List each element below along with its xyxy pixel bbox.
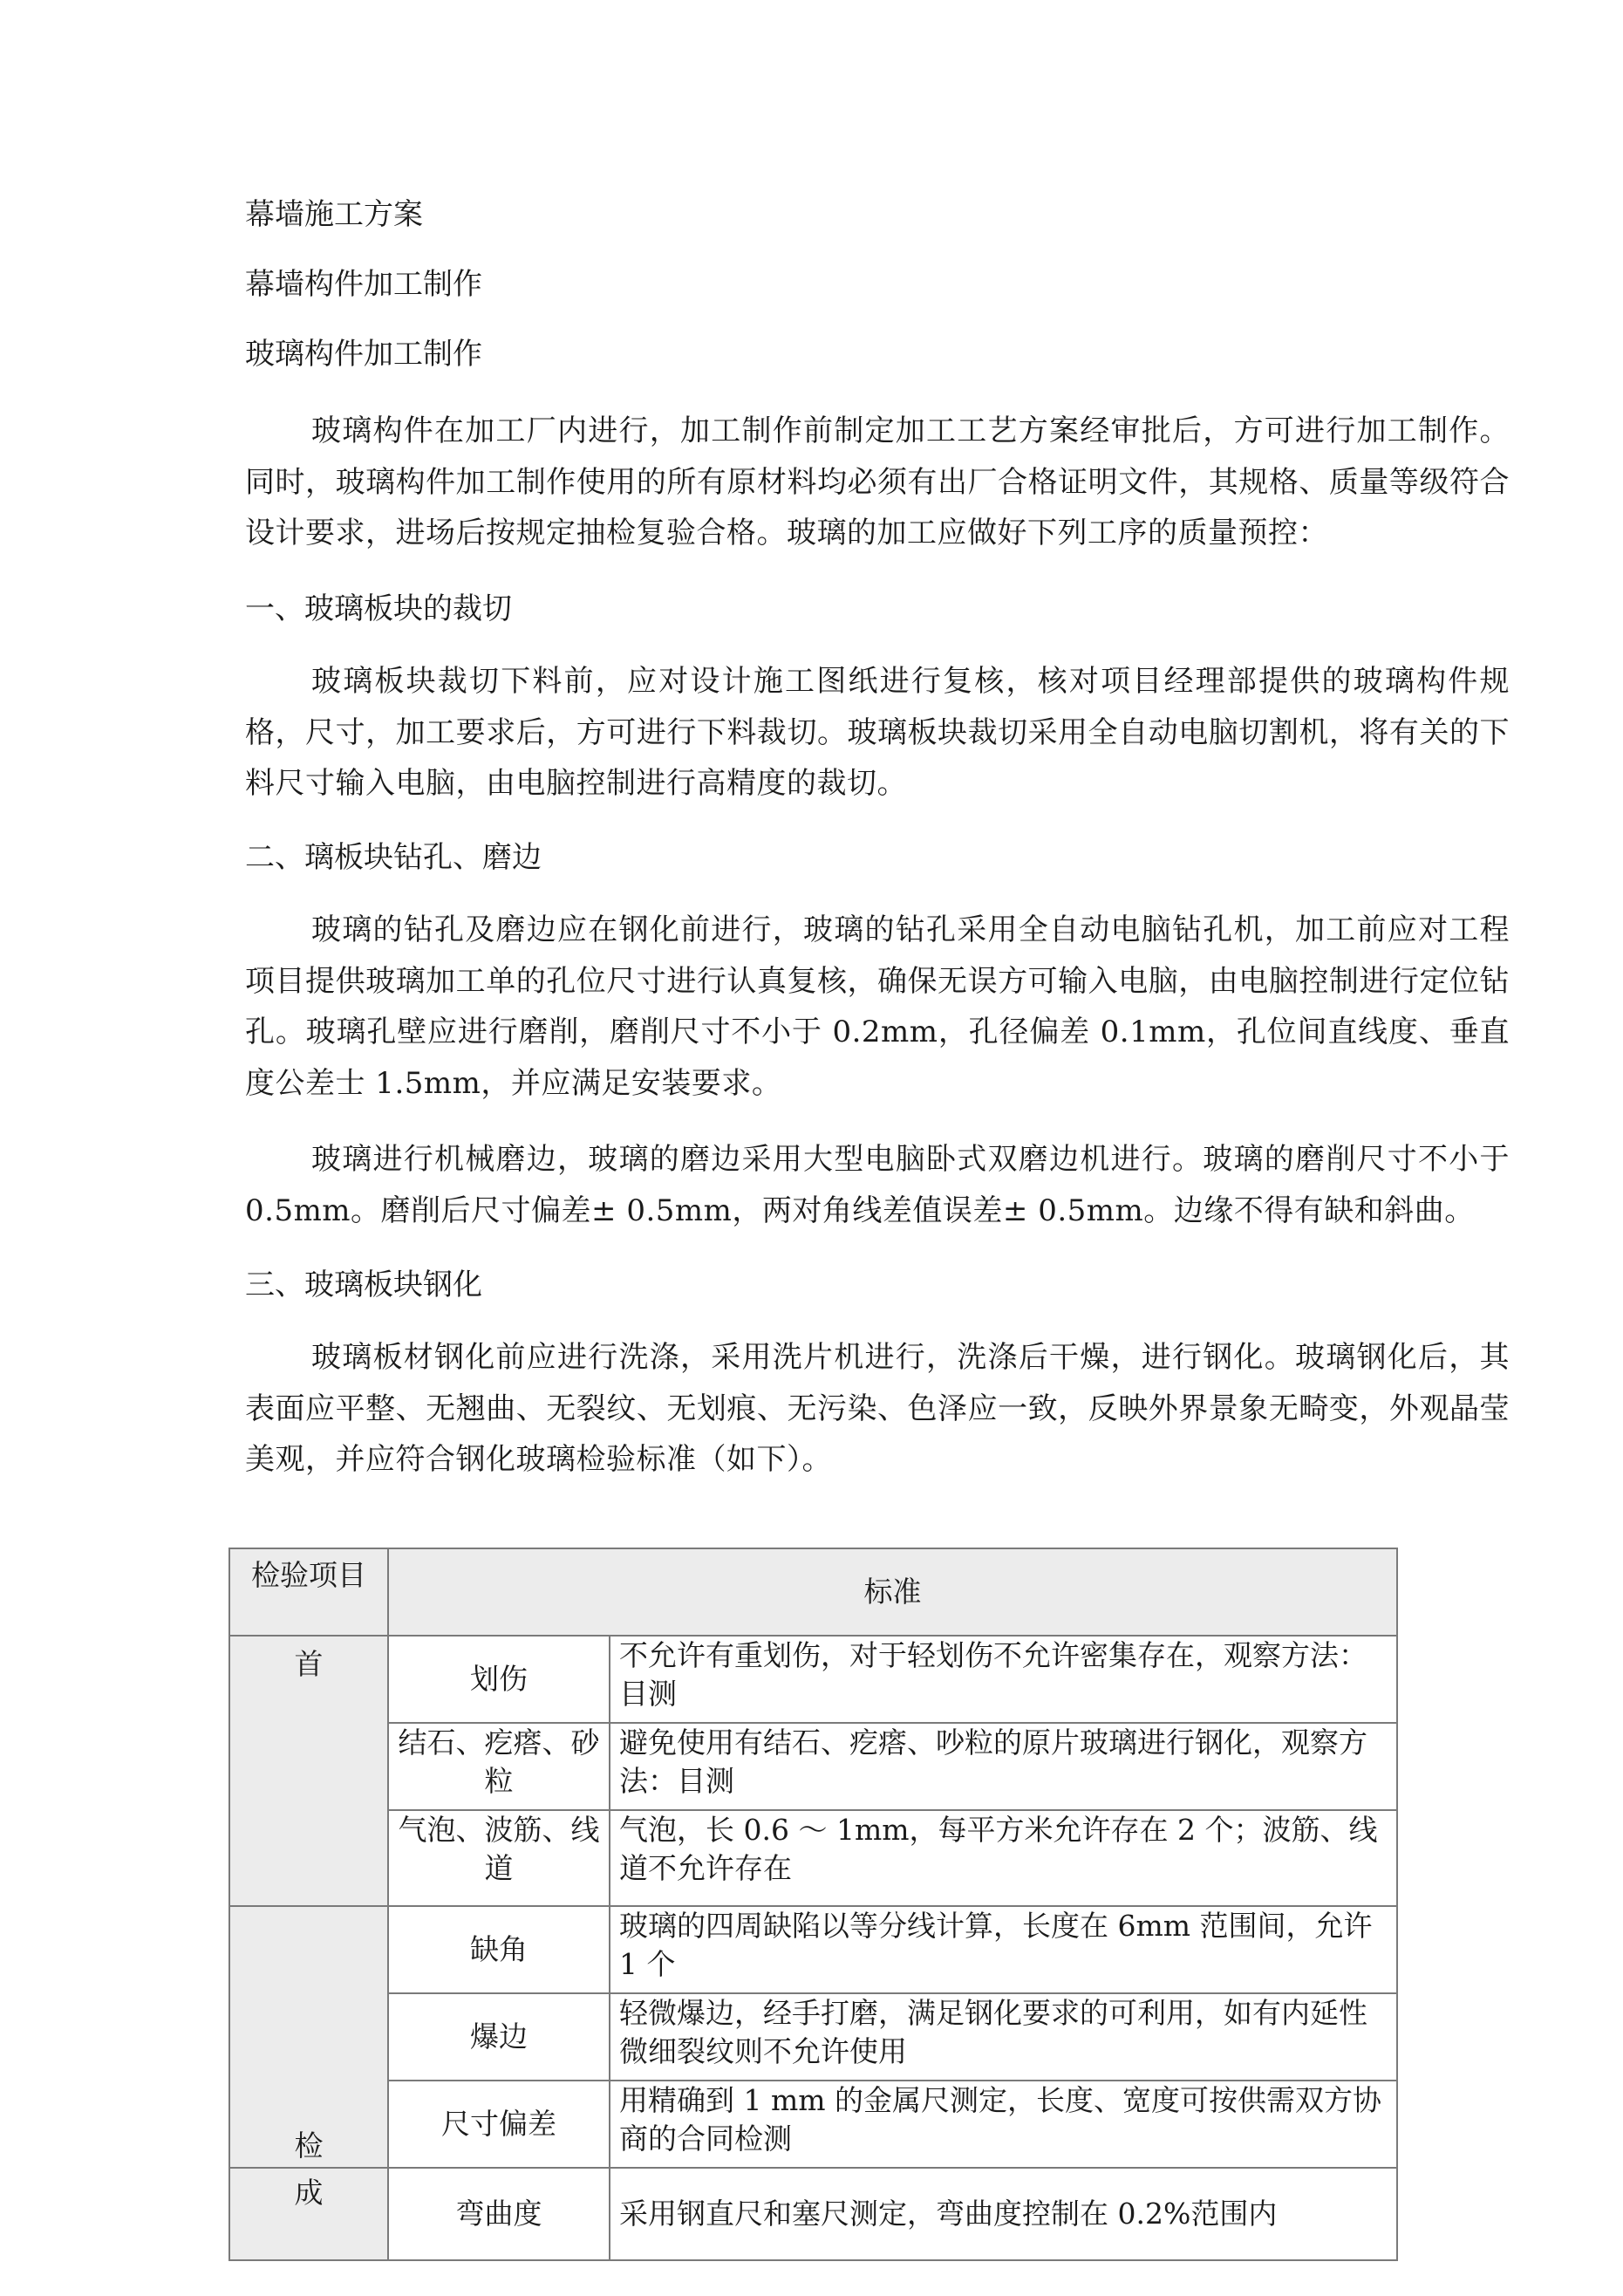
- section-2-title: 二、璃板块钻孔、磨边: [245, 840, 542, 875]
- row-item: 缺角: [388, 1906, 610, 1993]
- table-row: [229, 1810, 1397, 1906]
- row-standard: 轻微爆边，经手打磨，满足钢化要求的可利用，如有内延性微细裂纹则不允许使用: [610, 1993, 1397, 2081]
- row-standard: 用精确到 1 mm 的金属尺测定，长度、宽度可按供需双方协商的合同检测: [610, 2081, 1397, 2168]
- table-row: [229, 1906, 1397, 1993]
- heading-construction-plan: 幕墙施工方案: [245, 197, 423, 232]
- table-row: [229, 1723, 1397, 1810]
- group-label-inspect: 检: [229, 1906, 388, 2168]
- heading-glass-fabrication: 玻璃构件加工制作: [245, 337, 482, 372]
- row-item: 划伤: [388, 1636, 610, 1723]
- row-item: 爆边: [388, 1993, 610, 2081]
- table-row: [229, 2081, 1397, 2168]
- section-2-paragraph-1: 玻璃的钻孔及磨边应在钢化前进行，玻璃的钻孔采用全自动电脑钻孔机，加工前应对工程项目提供玻璃加工单的孔位尺寸进行认真复核，确保无误方可输入电脑，由电脑控制进行定位钻孔。玻璃孔壁应进行磨削，磨削尺寸不小于 0.2mm，孔径偏差 0.1mm，孔位间直线度、垂直度公差士 1.5mm，并应满足安装要求。: [245, 912, 1510, 1101]
- intro-paragraph: 玻璃构件在加工厂内进行，加工制作前制定加工工艺方案经审批后，方可进行加工制作。同时，玻璃构件加工制作使用的所有原材料均必须有出厂合格证明文件，其规格、质量等级符合设计要求，进场后按规定抽检复验合格。玻璃的加工应做好下列工序的质量预控：: [245, 413, 1510, 550]
- section-1-title: 一、玻璃板块的裁切: [245, 591, 512, 626]
- section-3-paragraph: 玻璃板材钢化前应进行洗涤，采用洗片机进行，洗涤后干燥，进行钢化。玻璃钢化后，其表面应平整、无翘曲、无裂纹、无划痕、无污染、色泽应一致，反映外界景象无畸变，外观晶莹美观，并应符合钢化玻璃检验标准（如下）。: [245, 1340, 1510, 1477]
- table-row: [229, 1636, 1397, 1723]
- section-2-paragraph-2: 玻璃进行机械磨边，玻璃的磨边采用大型电脑卧式双磨边机进行。玻璃的磨削尺寸不小于 0.5mm。磨削后尺寸偏差± 0.5mm，两对角线差值误差± 0.5mm。边缘不得有缺和斜曲。: [245, 1142, 1510, 1228]
- table-header-row: [229, 1548, 1397, 1636]
- row-item: 弯曲度: [388, 2168, 610, 2260]
- row-standard: 气泡，长 0.6 ～ 1mm，每平方米允许存在 2 个；波筋、线道不允许存在: [610, 1810, 1397, 1906]
- row-item: 气泡、波筋、线道: [388, 1810, 610, 1906]
- row-item: 结石、疙瘩、砂粒: [388, 1723, 610, 1810]
- table-row: [229, 1993, 1397, 2081]
- section-1-paragraph: 玻璃板块裁切下料前，应对设计施工图纸进行复核，核对项目经理部提供的玻璃构件规格，尺寸，加工要求后，方可进行下料裁切。玻璃板块裁切采用全自动电脑切割机，将有关的下料尺寸输入电脑，由电脑控制进行高精度的裁切。: [245, 664, 1510, 801]
- table-row: [229, 2168, 1397, 2260]
- row-standard: 不允许有重划伤，对于轻划伤不允许密集存在，观察方法：目测: [610, 1636, 1397, 1723]
- tempered-glass-inspection-table: [228, 1548, 1398, 2261]
- group-label-first: 首: [229, 1636, 388, 1906]
- header-standard: 标准: [388, 1548, 1397, 1636]
- row-standard: 采用钢直尺和塞尺测定，弯曲度控制在 0.2%范围内: [610, 2168, 1397, 2260]
- row-standard: 避免使用有结石、疙瘩、吵粒的原片玻璃进行钢化，观察方法：目测: [610, 1723, 1397, 1810]
- row-standard: 玻璃的四周缺陷以等分线计算，长度在 6mm 范围间，允许 1 个: [610, 1906, 1397, 1993]
- row-item: 尺寸偏差: [388, 2081, 610, 2168]
- section-3-title: 三、玻璃板块钢化: [245, 1268, 482, 1302]
- group-label-finished: 成: [229, 2168, 388, 2260]
- heading-component-fabrication: 幕墙构件加工制作: [245, 267, 482, 302]
- header-inspection-item: 检验项目: [229, 1548, 388, 1636]
